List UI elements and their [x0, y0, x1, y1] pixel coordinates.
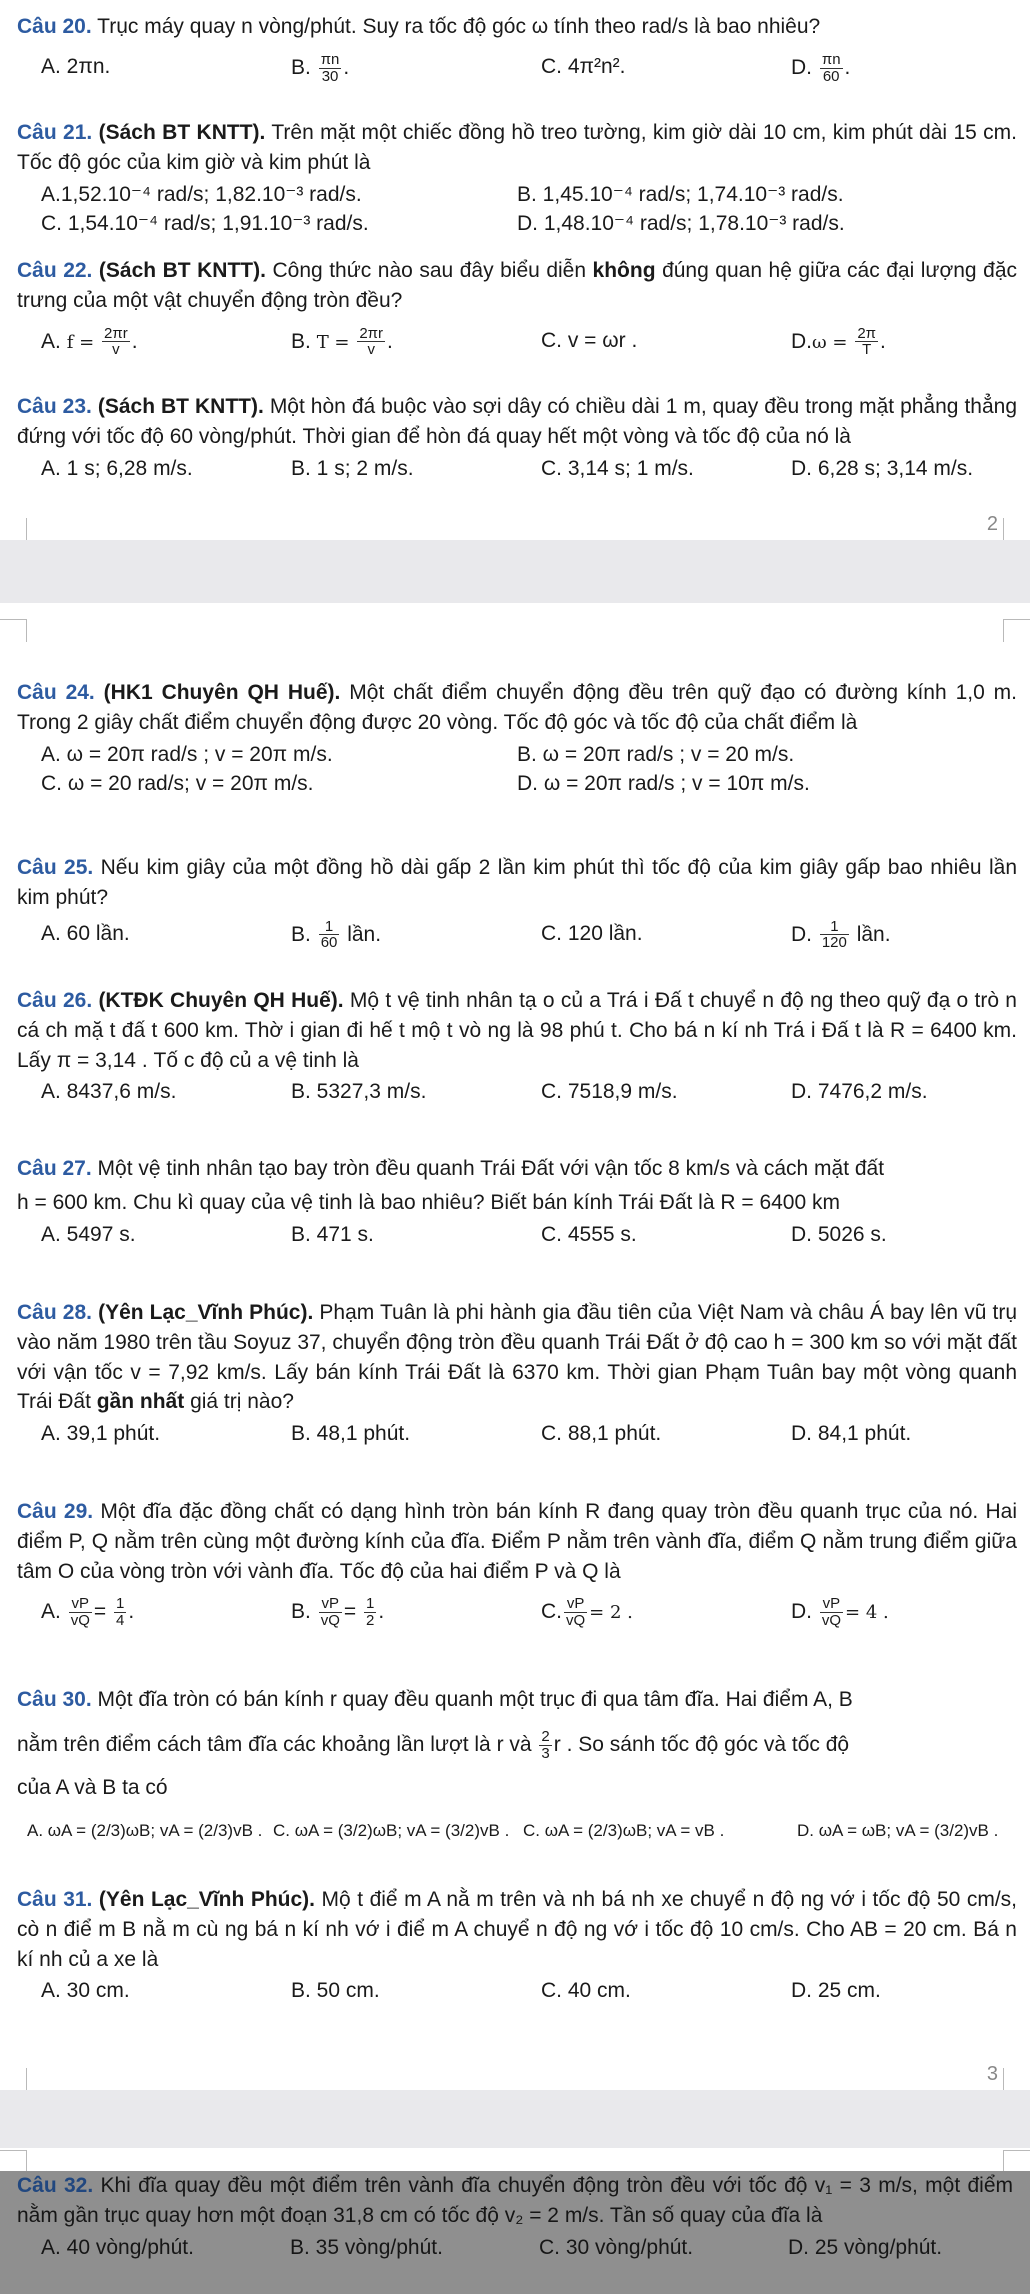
option-c[interactable]: C. 30 vòng/phút.: [539, 2235, 694, 2259]
option-letter: B.: [291, 55, 311, 79]
option-a[interactable]: A. ωA = (2/3)ωB; vA = (2/3)vB .: [27, 1821, 263, 1841]
emphasis: gần nhất: [96, 1390, 185, 1414]
page-corner-mark: [0, 619, 27, 642]
question-label: Câu 25.: [17, 856, 94, 879]
page-3: [0, 2148, 1030, 2294]
option-b[interactable]: B. 471 s.: [291, 1222, 374, 1246]
option-b[interactable]: B. $\frac{vP}{vQ}$ = $\frac{1}{2}$ .: [291, 1595, 385, 1630]
fraction: $\frac{2}{3}$: [541, 1727, 550, 1762]
question-27: [17, 1154, 1017, 1249]
options: [17, 1220, 1017, 1250]
fraction: $\frac{vP}{vQ}$: [821, 1595, 842, 1630]
question-text: Một đĩa tròn có bán kính r quay đều quanh một trục đi qua tâm đĩa. Hai điểm A, B: [91, 1688, 853, 1711]
question-source: (Yên Lạc_Vĩnh Phúc).: [91, 1301, 314, 1324]
option-d[interactable]: D. ωA = ωB; vA = (3/2)vB .: [797, 1821, 999, 1841]
option-c[interactable]: C. 4555 s.: [541, 1222, 637, 1246]
page-separator: [0, 2090, 1030, 2148]
question-text: Một đĩa đặc đồng chất có dạng hình tròn bán kính R đang quay tròn đều quanh trục của nó. Hai điểm P, Q nằm trên cùng một đường kính của đĩa. Điểm P nằm trên vành đĩa, điểm Q nằm trung điểm giữa tâm O của vòng tròn với vành đĩa. Tốc độ của hai điểm P và Q là: [17, 1500, 1017, 1583]
page-corner-mark: [1003, 2150, 1030, 2173]
option-a[interactable]: A.1,52.10⁻⁴ rad/s; 1,82.10⁻³ rad/s.: [41, 182, 362, 206]
option-b[interactable]: B. $\frac{1}{60}$ lần.: [291, 917, 382, 952]
question-label: Câu 22.: [17, 259, 93, 282]
options: [17, 1419, 1017, 1449]
page-corner-mark: [1003, 518, 1030, 541]
page-1: [0, 0, 1030, 540]
question-26: [17, 986, 1017, 1107]
option-b[interactable]: B. 1 s; 2 m/s.: [291, 456, 414, 480]
question-label: Câu 20.: [17, 15, 92, 38]
options: [17, 454, 1017, 484]
question-label: Câu 23.: [17, 395, 92, 418]
question-30: [17, 1685, 1017, 1843]
option-a[interactable]: A. 39,1 phút.: [41, 1422, 161, 1446]
option-letter: D.: [791, 1600, 812, 1624]
question-text: Mộ t điể m A nằ m trên và nh bá nh xe chuyể n độ ng vớ i tốc độ 50 cm/s, cò n điể m B nằ m cù ng bá n kí nh vớ i điể m A chuyể n độ ng vớ i tốc độ 10 cm/s. Cho AB = 20 cm. Bá n kí nh củ a xe là: [17, 1888, 1017, 1971]
option-d[interactable]: D. 84,1 phút.: [791, 1422, 912, 1446]
option-a[interactable]: A. 40 vòng/phút.: [41, 2235, 194, 2259]
option-a[interactable]: A. 60 lần.: [41, 921, 130, 945]
option-b[interactable]: B. T = $\frac{2\pi r}{v}$ .: [291, 324, 393, 359]
question-31: [17, 1885, 1017, 2006]
question-text: Một hòn đá buộc vào sợi dây có chiều dài 1 m, quay đều trong mặt phẳng thẳng đứng với tốc độ 60 vòng/phút. Thời gian để hòn đá quay hết một vòng và tốc độ của nó là: [17, 395, 1018, 448]
option-d[interactable]: D. $\frac{1}{120}$ lần.: [791, 917, 891, 952]
option-c[interactable]: C. 7518,9 m/s.: [541, 1080, 678, 1104]
option-letter: B.: [291, 922, 311, 946]
option-c[interactable]: C. 3,14 s; 1 m/s.: [541, 456, 694, 480]
question-text: r . So sánh tốc độ góc và tốc độ: [553, 1732, 850, 1756]
option-d[interactable]: D.ω = $\frac{2\pi}{T}$ .: [791, 324, 886, 359]
option-letter: A.: [41, 329, 61, 353]
question-label: Câu 32.: [17, 2174, 94, 2197]
question-text: Công thức nào sau đây biểu diễn: [265, 259, 593, 282]
question-source: (HK1 Chuyên QH Huế).: [94, 681, 341, 704]
option-b[interactable]: B. 1,45.10⁻⁴ rad/s; 1,74.10⁻³ rad/s.: [517, 182, 844, 206]
page-number: 3: [986, 2062, 998, 2085]
option-letter: B.: [291, 1600, 311, 1624]
option-letter: A.: [41, 1600, 61, 1624]
option-c[interactable]: C. 1,54.10⁻⁴ rad/s; 1,91.10⁻³ rad/s.: [41, 212, 369, 236]
question-text: nằm trên điểm cách tâm đĩa các khoảng lần lượt là r và: [17, 1732, 538, 1756]
option-d[interactable]: D. 1,48.10⁻⁴ rad/s; 1,78.10⁻³ rad/s.: [517, 212, 845, 236]
question-source: (Yên Lạc_Vĩnh Phúc).: [92, 1888, 315, 1911]
question-label: Câu 24.: [17, 681, 95, 704]
question-28: [17, 1298, 1017, 1449]
page-corner-mark: [1003, 2068, 1030, 2091]
page-2: [0, 603, 1030, 2090]
question-text: của A và B ta có: [17, 1776, 168, 1800]
question-20: [17, 12, 1017, 84]
fraction: $\frac{2\pi r}{v}$: [359, 324, 384, 359]
question-text: h = 600 km. Chu kì quay của vệ tinh là bao nhiêu? Biết bán kính Trái Đất là R = 6400 km: [17, 1190, 840, 1214]
question-source: (Sách BT KNTT).: [92, 121, 266, 144]
question-source: (KTĐK Chuyên QH Huế).: [92, 989, 344, 1012]
option-d[interactable]: D. $\frac{\pi n}{60}$ .: [791, 50, 851, 85]
question-label: Câu 30.: [17, 1688, 92, 1711]
page-corner-mark: [0, 518, 27, 541]
options: [17, 1819, 1017, 1843]
fraction: $\frac{vP}{vQ}$: [566, 1595, 586, 1630]
question-22: [17, 256, 1017, 358]
option-c[interactable]: C. ωA = (2/3)ωB; vA = vB .: [523, 1821, 725, 1841]
fraction: $\frac{\pi n}{60}$: [821, 50, 841, 85]
option-b[interactable]: C. ωA = (3/2)ωB; vA = (3/2)vB .: [273, 1821, 510, 1841]
question-label: Câu 31.: [17, 1888, 93, 1911]
fraction: $\frac{1}{2}$: [365, 1595, 375, 1630]
page-number: 2: [986, 512, 998, 535]
question-text: giá trị nào?: [184, 1390, 294, 1414]
page-corner-mark: [0, 2150, 27, 2173]
option-a[interactable]: A. 1 s; 6,28 m/s.: [41, 456, 193, 480]
option-letter: D.: [791, 55, 812, 79]
option-c[interactable]: C. 40 cm.: [541, 1979, 631, 2003]
options: [17, 1077, 1017, 1107]
question-text: Mộ t vệ tinh nhân tạ o củ a Trá i Đấ t chuyể n độ ng theo quỹ đạ o trò n cá ch mặ t đấ t 600 km. Thờ i gian đi hế t mộ t vò ng là 98 phú t. Cho bá n kí nh Trá i Đấ t là R = 6400 km. Lấy π = 3,14 . Tố c độ củ a vệ tinh là: [17, 989, 1017, 1072]
option-letter: B.: [291, 329, 311, 353]
option-letter: C.: [541, 1600, 562, 1624]
question-23: [17, 392, 1017, 483]
options: [17, 769, 1017, 799]
option-d[interactable]: D. 7476,2 m/s.: [791, 1080, 928, 1104]
page-corner-mark: [1003, 619, 1030, 642]
fraction: $\frac{vP}{vQ}$: [320, 1595, 340, 1630]
option-d[interactable]: D. 25 vòng/phút.: [788, 2235, 943, 2259]
option-d[interactable]: D. 6,28 s; 3,14 m/s.: [791, 456, 974, 480]
option-a[interactable]: A. f = $\frac{2\pi r}{v}$ .: [41, 324, 138, 359]
option-b[interactable]: B. 50 cm.: [291, 1979, 380, 2003]
option-c[interactable]: C. $\frac{vP}{vQ}$ = 2 .: [541, 1595, 633, 1630]
option-b[interactable]: B. 5327,3 m/s.: [291, 1080, 427, 1104]
options: [17, 919, 1017, 952]
option-b[interactable]: B. 35 vòng/phút.: [290, 2235, 443, 2259]
options: [17, 180, 1017, 210]
option-a[interactable]: A. ω = 20π rad/s ; v = 20π m/s.: [41, 742, 333, 766]
page-separator: [0, 540, 1030, 603]
fraction: $\frac{vP}{vQ}$: [70, 1595, 90, 1630]
question-text: Khi đĩa quay đều một điểm trên vành đĩa chuyển động tròn đều với tốc độ v₁ = 3 m/s, một điểm nằm gần trục quay hơn một đoạn 31,8 cm có tốc độ v₂ = 2 m/s. Tần số quay của đĩa là: [17, 2174, 1013, 2227]
option-c[interactable]: C. ω = 20 rad/s; v = 20π m/s.: [41, 772, 314, 796]
fraction: $\frac{1}{120}$: [821, 917, 847, 952]
fraction: $\frac{2\pi r}{v}$: [104, 324, 128, 359]
question-label: Câu 21.: [17, 121, 93, 144]
question-text: Trục máy quay n vòng/phút. Suy ra tốc độ góc ω tính theo rad/s là bao nhiêu?: [91, 15, 821, 38]
question-text: Trên mặt một chiếc đồng hồ treo tường, kim giờ dài 10 cm, kim phút dài 15 cm. Tốc độ góc của kim giờ và kim phút là: [17, 121, 1018, 174]
question-source: (Sách BT KNTT).: [92, 259, 266, 282]
question-25: [17, 853, 1017, 951]
option-b[interactable]: B. 48,1 phút.: [291, 1422, 411, 1446]
option-c[interactable]: C. 88,1 phút.: [541, 1422, 662, 1446]
option-d[interactable]: D. 5026 s.: [791, 1222, 887, 1246]
option-a[interactable]: A. 5497 s.: [41, 1222, 136, 1246]
emphasis: không: [592, 259, 656, 282]
option-a[interactable]: A. 30 cm.: [41, 1979, 130, 2003]
fraction: $\frac{\pi n}{30}$: [320, 50, 340, 85]
option-letter: D.: [791, 922, 812, 946]
options: [17, 2233, 1013, 2263]
question-32: [0, 2171, 1030, 2294]
fraction: $\frac{1}{60}$: [320, 917, 338, 952]
options: [17, 1976, 1017, 2006]
options: [17, 740, 1017, 770]
question-label: Câu 28.: [17, 1301, 92, 1324]
question-text: Một chất điểm chuyển động đều trên quỹ đạo có đường kính 1,0 m. Trong 2 giây chất điểm chuyển động được 20 vòng. Tốc độ góc và tốc độ của chất điểm là: [17, 681, 1017, 734]
options: [17, 209, 1017, 239]
question-24: [17, 678, 1017, 799]
question-label: Câu 27.: [17, 1157, 92, 1180]
option-d[interactable]: D. ω = 20π rad/s ; v = 10π m/s.: [517, 772, 810, 796]
option-c[interactable]: C. 120 lần.: [541, 921, 643, 945]
question-text: đúng quan hệ giữa các đại lượng đặc trưng của một vật chuyển động tròn đều?: [17, 259, 1017, 312]
option-c[interactable]: C. 4π²n².: [541, 54, 626, 78]
option-letter: D.: [791, 329, 812, 353]
question-text: Nếu kim giây của một đồng hồ dài gấp 2 lần kim phút thì tốc độ của kim giây gấp bao nhiêu lần kim phút?: [17, 856, 1017, 909]
options: [17, 52, 1017, 85]
question-label: Câu 26.: [17, 989, 93, 1012]
fraction: $\frac{2\pi}{T}$: [857, 324, 877, 359]
option-b[interactable]: B. $\frac{\pi n}{30}$ .: [291, 50, 350, 85]
question-label: Câu 29.: [17, 1500, 94, 1523]
option-b[interactable]: B. ω = 20π rad/s ; v = 20 m/s.: [517, 742, 795, 766]
option-d[interactable]: D. 25 cm.: [791, 1979, 881, 2003]
fraction: $\frac{1}{4}$: [115, 1595, 125, 1630]
option-a[interactable]: A. 8437,6 m/s.: [41, 1080, 177, 1104]
question-source: (Sách BT KNTT).: [91, 395, 264, 418]
option-a[interactable]: A. $\frac{vP}{vQ}$ = $\frac{1}{4}$ .: [41, 1595, 135, 1630]
option-c[interactable]: C. v = ωr .: [541, 328, 638, 352]
page-corner-mark: [0, 2068, 27, 2091]
question-29: [17, 1497, 1017, 1629]
question-text: Một vệ tinh nhân tạo bay tròn đều quanh Trái Đất với vận tốc 8 km/s và cách mặt đất: [91, 1157, 885, 1180]
options: [17, 326, 1017, 359]
question-21: [17, 118, 1017, 239]
question-text: Phạm Tuân là phi hành gia đầu tiên của Việt Nam và châu Á bay lên vũ trụ vào năm 1980 trên tầu Soyuz 37, chuyển động tròn đều quanh Trái Đất ở độ cao h = 300 km so với mặt đất với vận tốc v = 7,92 km/s. Lấy bán kính Trái Đất là 6370 km. Thời gian Phạm Tuân bay một vòng quanh Trái Đất: [17, 1301, 1017, 1414]
options: [17, 1596, 1017, 1629]
option-a[interactable]: A. 2πn.: [41, 54, 111, 78]
option-d[interactable]: D. $\frac{vP}{vQ}$ = 4 .: [791, 1595, 889, 1630]
